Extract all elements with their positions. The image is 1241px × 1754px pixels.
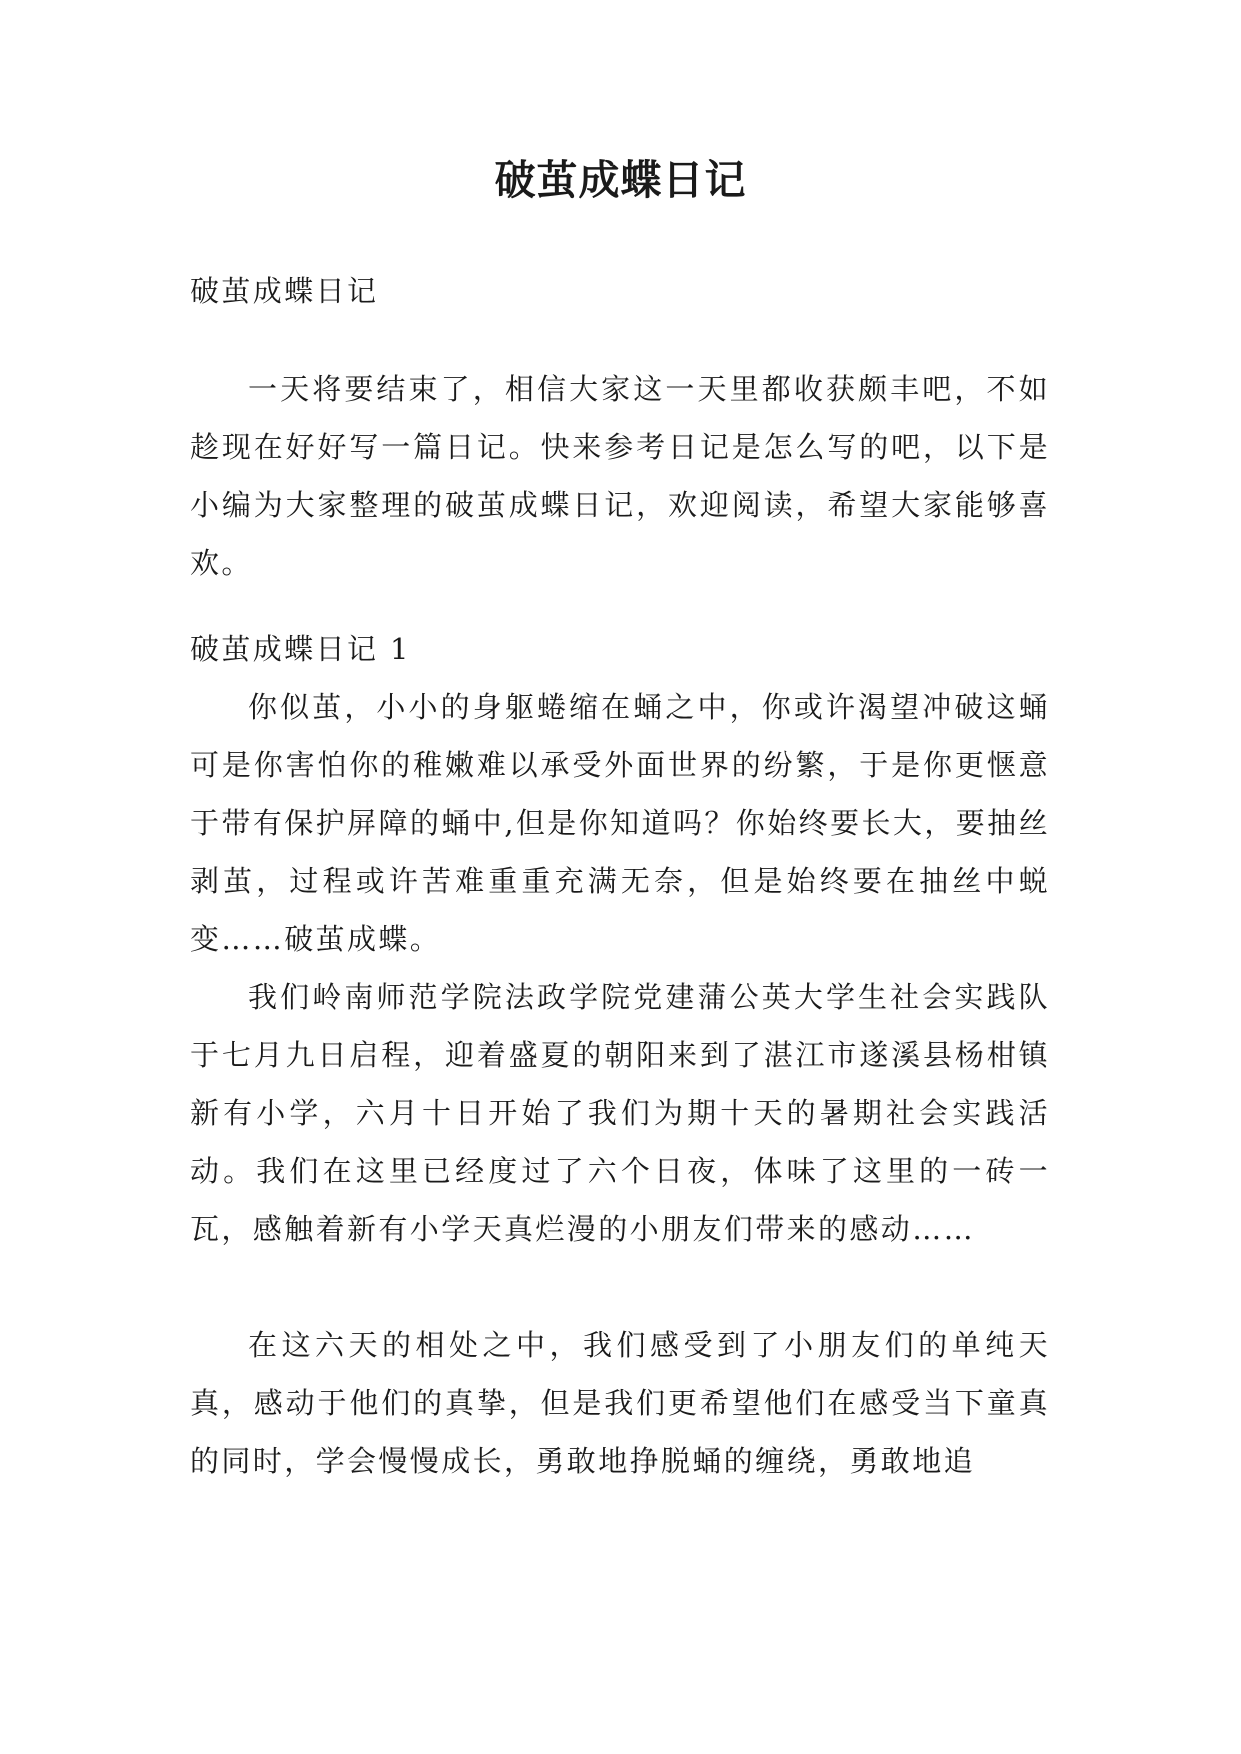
paragraph-cocoon: 你似茧，小小的身躯蜷缩在蛹之中，你或许渴望冲破这蛹可是你害怕你的稚嫩难以承受外面世界的纷繁，于是你更惬意于带有保护屏障的蛹中,但是你知道吗？你始终要长大，要抽丝剥茧，过程或许苦难重重充满无奈，但是始终要在抽丝中蜕变……破茧成蝶。 (190, 690, 1050, 956)
document-title: 破茧成蝶日记 (494, 156, 747, 204)
paragraph-practice-team: 我们岭南师范学院法政学院党建蒲公英大学生社会实践队于七月九日启程，迎着盛夏的朝阳来到了湛江市遂溪县杨柑镇新有小学，六月十日开始了我们为期十天的暑期社会实践活动。我们在这里已经度过了六个日夜，体味了这里的一砖一瓦，感触着新有小学天真烂漫的小朋友们带来的感动…… (190, 980, 1050, 1246)
intro-paragraph: 一天将要结束了，相信大家这一天里都收获颇丰吧，不如趁现在好好写一篇日记。快来参考日记是怎么写的吧，以下是小编为大家整理的破茧成蝶日记，欢迎阅读，希望大家能够喜欢。 (190, 372, 1050, 580)
document-subtitle: 破茧成蝶日记 (190, 274, 379, 308)
paragraph-six-days: 在这六天的相处之中，我们感受到了小朋友们的单纯天真，感动于他们的真挚，但是我们更希望他们在感受当下童真的同时，学会慢慢成长，勇敢地挣脱蛹的缠绕，勇敢地追 (190, 1328, 1050, 1478)
section-heading: 破茧成蝶日记 1 (190, 632, 411, 666)
